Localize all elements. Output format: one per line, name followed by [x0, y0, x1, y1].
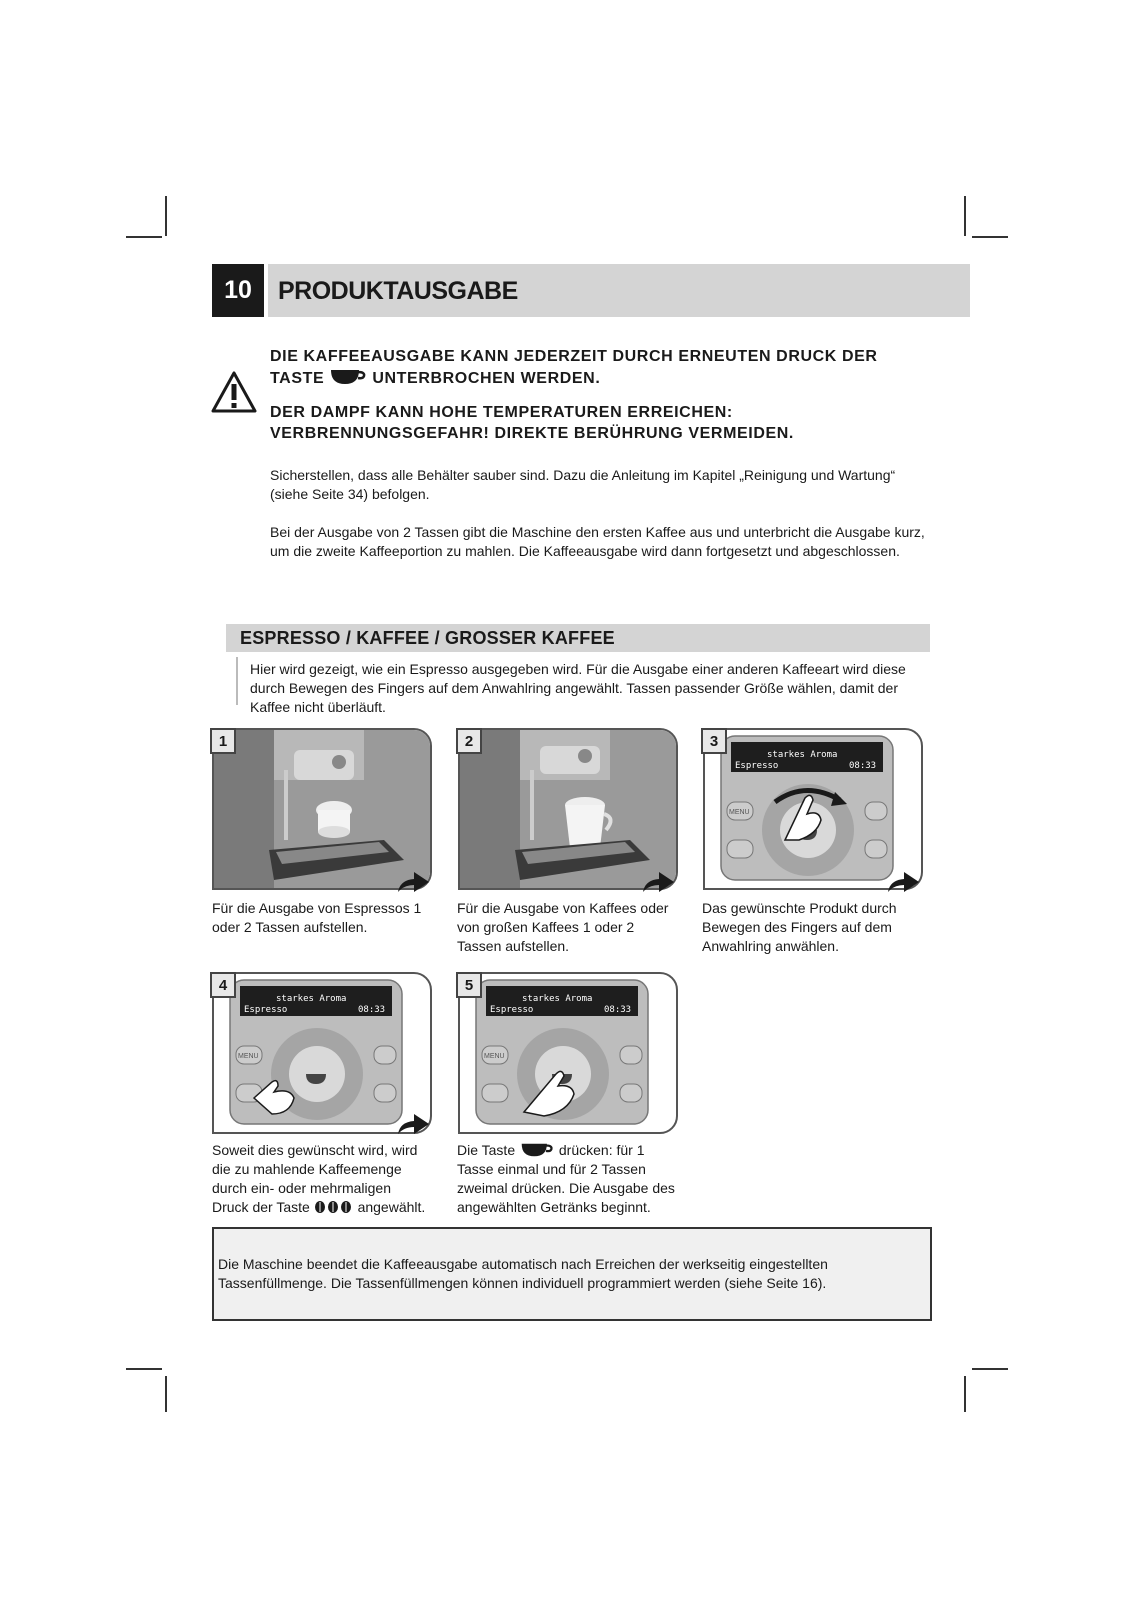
warning-line-3: DER DAMPF KANN HOHE TEMPERATUREN ERREICHEN: [270, 404, 733, 421]
next-arrow-icon [641, 868, 677, 894]
display-product: Espresso [490, 1005, 534, 1015]
display-line-1: starkes Aroma [276, 994, 347, 1004]
warning-line-1: DIE KAFFEEAUSGABE KANN JEDERZEIT DURCH ERNEUTEN DRUCK DER [270, 348, 878, 365]
menu-label: MENU [484, 1053, 505, 1060]
next-arrow-icon [396, 1110, 432, 1136]
display-product: Espresso [735, 761, 779, 771]
crop-mark [972, 236, 1008, 238]
warning-line-4: VERBRENNUNGSGEFAHR! DIREKTE BERÜHRUNG VERMEIDEN. [270, 425, 794, 442]
caption-text: drücken: für 1 Tasse einmal und für 2 Tassen zweimal drücken. Die Ausgabe des angewählten Getränks beginnt. [457, 1142, 675, 1215]
step-5-caption [457, 1141, 681, 1217]
step-number: 4 [210, 972, 236, 998]
step-number: 1 [210, 728, 236, 754]
crop-mark [964, 196, 966, 236]
crop-mark [126, 1368, 162, 1370]
next-arrow-icon [886, 868, 922, 894]
warning-text: UNTERBROCHEN WERDEN. [372, 370, 601, 387]
step-3-illustration [703, 728, 923, 890]
coffee-button-icon [329, 367, 367, 387]
menu-label: MENU [729, 809, 750, 816]
crop-mark [972, 1368, 1008, 1370]
section-title: PRODUKTAUSGABE [278, 277, 518, 305]
caption-text: Soweit dies gewünscht wird, wird die zu mahlende Kaffeemenge durch ein- oder mehrmaligen Druck der Taste [212, 1142, 418, 1215]
warning-line-2 [270, 367, 950, 389]
control-panel-image [460, 974, 676, 1132]
coffee-strength-icon [314, 1200, 354, 1214]
section-number: 10 [212, 264, 264, 317]
subsection-intro: Hier wird gezeigt, wie ein Espresso ausgegeben wird. Für die Ausgabe einer anderen Kaffeeart wird diese durch Bewegen des Fingers auf dem Anwahlring angewählt. Tassen passender Größe wählen, damit der Kaffee nicht überläuft. [250, 661, 906, 715]
crop-mark [126, 236, 162, 238]
step-4-caption [212, 1141, 430, 1217]
note-text: Die Maschine beendet die Kaffeeausgabe automatisch nach Erreichen der werkseitig eingestellten Tassenfüllmenge. Die Tassenfüllmengen können individuell programmiert werden (siehe Seite 16). [218, 1256, 828, 1291]
step-3-caption: Das gewünschte Produkt durch Bewegen des Fingers auf dem Anwahlring anwählen. [702, 900, 897, 954]
step-number: 5 [456, 972, 482, 998]
intro-rule [236, 657, 238, 705]
next-arrow-icon [396, 868, 432, 894]
crop-mark [165, 196, 167, 236]
control-panel-image [214, 974, 430, 1132]
control-panel-image [705, 730, 921, 888]
display-line-1: starkes Aroma [767, 750, 838, 760]
paragraph-two-cups: Bei der Ausgabe von 2 Tassen gibt die Maschine den ersten Kaffee aus und unterbricht die Ausgabe kurz, um die zweite Kaffeeportion zu mahlen. Die Kaffeeausgabe wird dann fortgesetzt und abgeschlossen. [270, 524, 925, 559]
step-2-illustration [458, 728, 678, 890]
display-time: 08:33 [358, 1005, 386, 1015]
warning-text: TASTE [270, 370, 325, 387]
coffee-machine-image [460, 730, 676, 888]
display-time: 08:33 [604, 1005, 632, 1015]
step-2-caption: Für die Ausgabe von Kaffees oder von großen Kaffees 1 oder 2 Tassen aufstellen. [457, 900, 669, 954]
step-1-illustration [212, 728, 432, 890]
step-number: 2 [456, 728, 482, 754]
espresso-machine-image [214, 730, 430, 888]
subsection-title: ESPRESSO / KAFFEE / GROSSER KAFFEE [240, 628, 615, 648]
step-5-illustration [458, 972, 678, 1134]
step-number: 3 [701, 728, 727, 754]
coffee-button-icon [519, 1141, 555, 1159]
display-product: Espresso [244, 1005, 288, 1015]
crop-mark [964, 1376, 966, 1412]
caption-text: Die Taste [457, 1142, 516, 1158]
step-1-caption: Für die Ausgabe von Espressos 1 oder 2 Tassen aufstellen. [212, 900, 422, 935]
display-time: 08:33 [849, 761, 877, 771]
menu-label: MENU [238, 1053, 259, 1060]
display-line-1: starkes Aroma [522, 994, 593, 1004]
caption-text: angewählt. [357, 1199, 426, 1215]
crop-mark [165, 1376, 167, 1412]
warning-icon [210, 370, 258, 414]
paragraph-cleaning: Sicherstellen, dass alle Behälter sauber sind. Dazu die Anleitung im Kapitel „Reinigung und Wartung“ (siehe Seite 34) befolgen. [270, 467, 896, 502]
